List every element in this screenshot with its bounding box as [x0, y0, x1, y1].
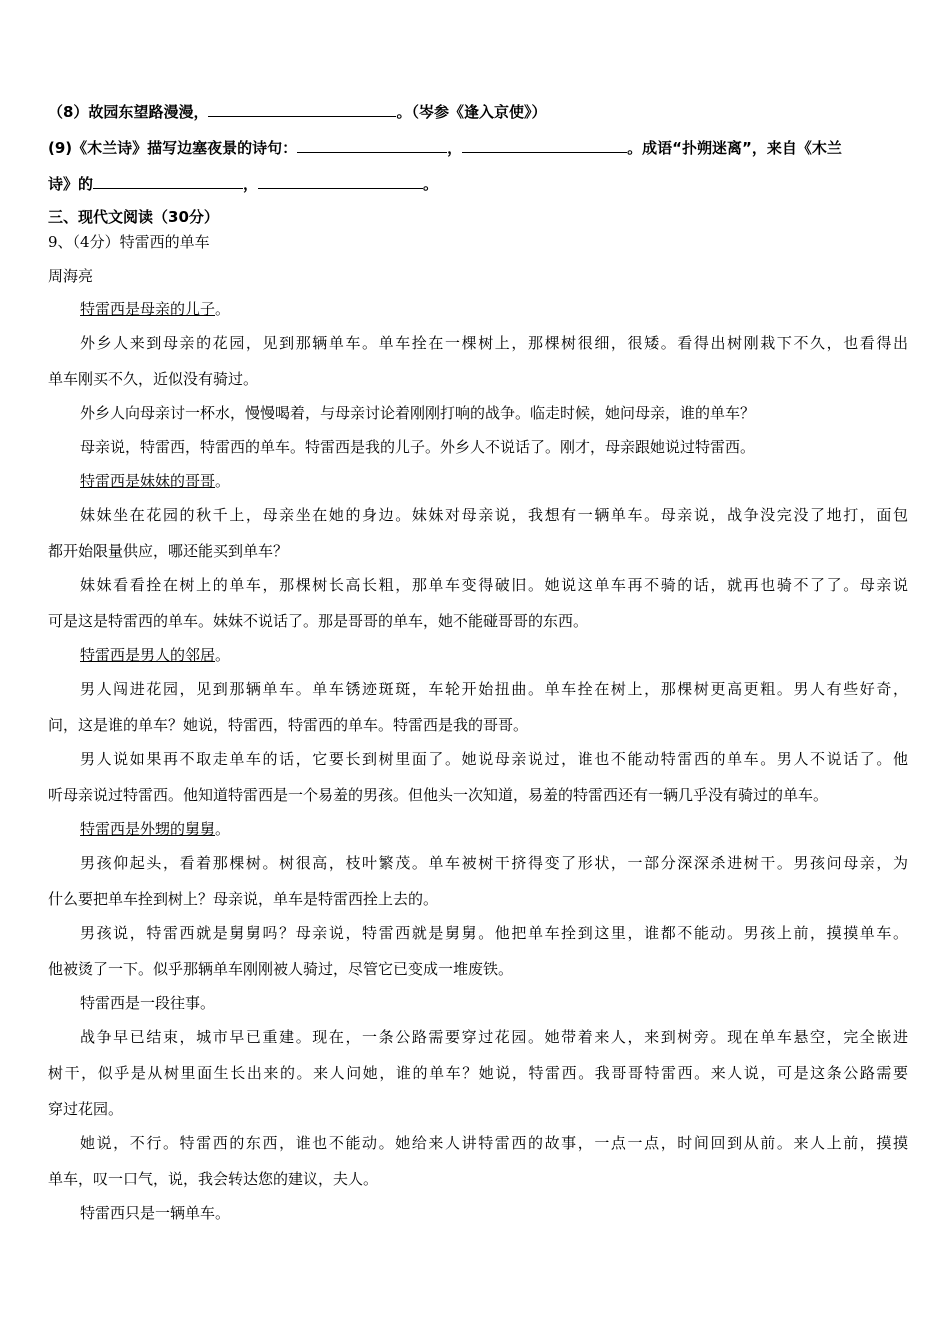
article-heading-5: 特雷西是一段往事。 [80, 994, 216, 1012]
article-paragraph-line: 男人说如果再不取走单车的话，它要长到树里面了。她说母亲说过，谁也不能动特雷西的单车。男人不说话了。他 [80, 750, 908, 768]
article-paragraph-line: 穿过花园。 [48, 1100, 124, 1118]
article-paragraph-line: 妹妹坐在花园的秋千上，母亲坐在她的身边。妹妹对母亲说，我想有一辆单车。母亲说，战争没完没了地打，面包 [80, 506, 908, 524]
article-paragraph-line: 外乡人来到母亲的花园，见到那辆单车。单车拴在一棵树上，那棵树很细，很矮。看得出树刚栽下不久，也看得出 [80, 334, 908, 352]
article-paragraph-line: 妹妹看看拴在树上的单车，那棵树长高长粗，那单车变得破旧。她说这单车再不骑的话，就再也骑不了了。母亲说 [80, 576, 908, 594]
question-9-line-1: (9)《木兰诗》描写边塞夜景的诗句： ， 。成语“扑朔迷离”，来自《木兰 [48, 139, 842, 157]
answer-blank-9d[interactable] [258, 174, 423, 189]
question-8-suffix: 。（岑参《逢入京使》） [396, 103, 547, 121]
answer-blank-9a[interactable] [297, 138, 447, 153]
question-9-line-2: 诗》的 ， 。 [48, 175, 439, 193]
question-8-prefix: （8）故园东望路漫漫， [48, 103, 209, 121]
article-paragraph-line: 男人闯进花园，见到那辆单车。单车锈迹斑斑，车轮开始扭曲。单车拴在树上，那棵树更高更粗。男人有些好奇， [80, 680, 908, 698]
answer-blank-8[interactable] [208, 102, 396, 117]
article-paragraph-line: 都开始限量供应，哪还能买到单车？ [48, 542, 289, 560]
article-author: 周海亮 [48, 267, 94, 285]
article-paragraph-line: 母亲说，特雷西，特雷西的单车。特雷西是我的儿子。外乡人不说话了。刚才，母亲跟她说过特雷西。 [80, 438, 756, 456]
article-paragraph-line: 战争早已结束，城市早已重建。现在，一条公路需要穿过花园。她带着来人，来到树旁。现在单车悬空，完全嵌进 [80, 1028, 908, 1046]
article-paragraph-line: 听母亲说过特雷西。他知道特雷西是一个易羞的男孩。但他头一次知道，易羞的特雷西还有一辆几乎没有骑过的单车。 [48, 786, 829, 804]
article-heading-3: 特雷西是男人的邻居。 [80, 646, 231, 664]
article-paragraph-line: 他被烫了一下。似乎那辆单车刚刚被人骑过，尽管它已变成一堆废铁。 [48, 960, 514, 978]
question-9-label: 9、（4分）特雷西的单车 [48, 233, 210, 251]
article-paragraph-line: 男孩仰起头，看着那棵树。树很高，枝叶繁茂。单车被树干挤得变了形状，一部分深深杀进树干。男孩问母亲，为 [80, 854, 908, 872]
article-paragraph-line: 单车，叹一口气，说，我会转达您的建议，夫人。 [48, 1170, 379, 1188]
article-paragraph-line: 单车刚买不久，近似没有骑过。 [48, 370, 259, 388]
section-3-title: 三、现代文阅读（30分） [48, 208, 219, 226]
answer-blank-9b[interactable] [462, 138, 627, 153]
article-paragraph-line: 问，这是谁的单车？她说，特雷西，特雷西的单车。特雷西是我的哥哥。 [48, 716, 529, 734]
article-paragraph-line: 什么要把单车拴到树上？母亲说，单车是特雷西拴上去的。 [48, 890, 439, 908]
article-heading-6: 特雷西只是一辆单车。 [80, 1204, 231, 1222]
article-heading-1: 特雷西是母亲的儿子。 [80, 300, 231, 318]
article-paragraph-line: 外乡人向母亲讨一杯水，慢慢喝着，与母亲讨论着刚刚打响的战争。临走时候，她问母亲，谁的单车？ [80, 404, 756, 422]
answer-blank-9c[interactable] [93, 174, 243, 189]
question-9-prefix: (9)《木兰诗》描写边塞夜景的诗句： [48, 139, 298, 157]
article-heading-4: 特雷西是外甥的舅舅。 [80, 820, 231, 838]
article-paragraph-line: 男孩说，特雷西就是舅舅吗？母亲说，特雷西就是舅舅。他把单车拴到这里，谁都不能动。男孩上前，摸摸单车。 [80, 924, 908, 942]
article-paragraph-line: 可是这是特雷西的单车。妹妹不说话了。那是哥哥的单车，她不能碰哥哥的东西。 [48, 612, 589, 630]
question-9-mid: 。成语“扑朔迷离”，来自《木兰 [627, 139, 842, 157]
article-paragraph-line: 树干，似乎是从树里面生长出来的。来人问她，谁的单车？她说，特雷西。我哥哥特雷西。来人说，可是这条公路需要 [48, 1064, 908, 1082]
article-paragraph-line: 她说，不行。特雷西的东西，谁也不能动。她给来人讲特雷西的故事，一点一点，时间回到从前。来人上前，摸摸 [80, 1134, 908, 1152]
article-heading-2: 特雷西是妹妹的哥哥。 [80, 472, 231, 490]
question-8-line [48, 102, 908, 122]
